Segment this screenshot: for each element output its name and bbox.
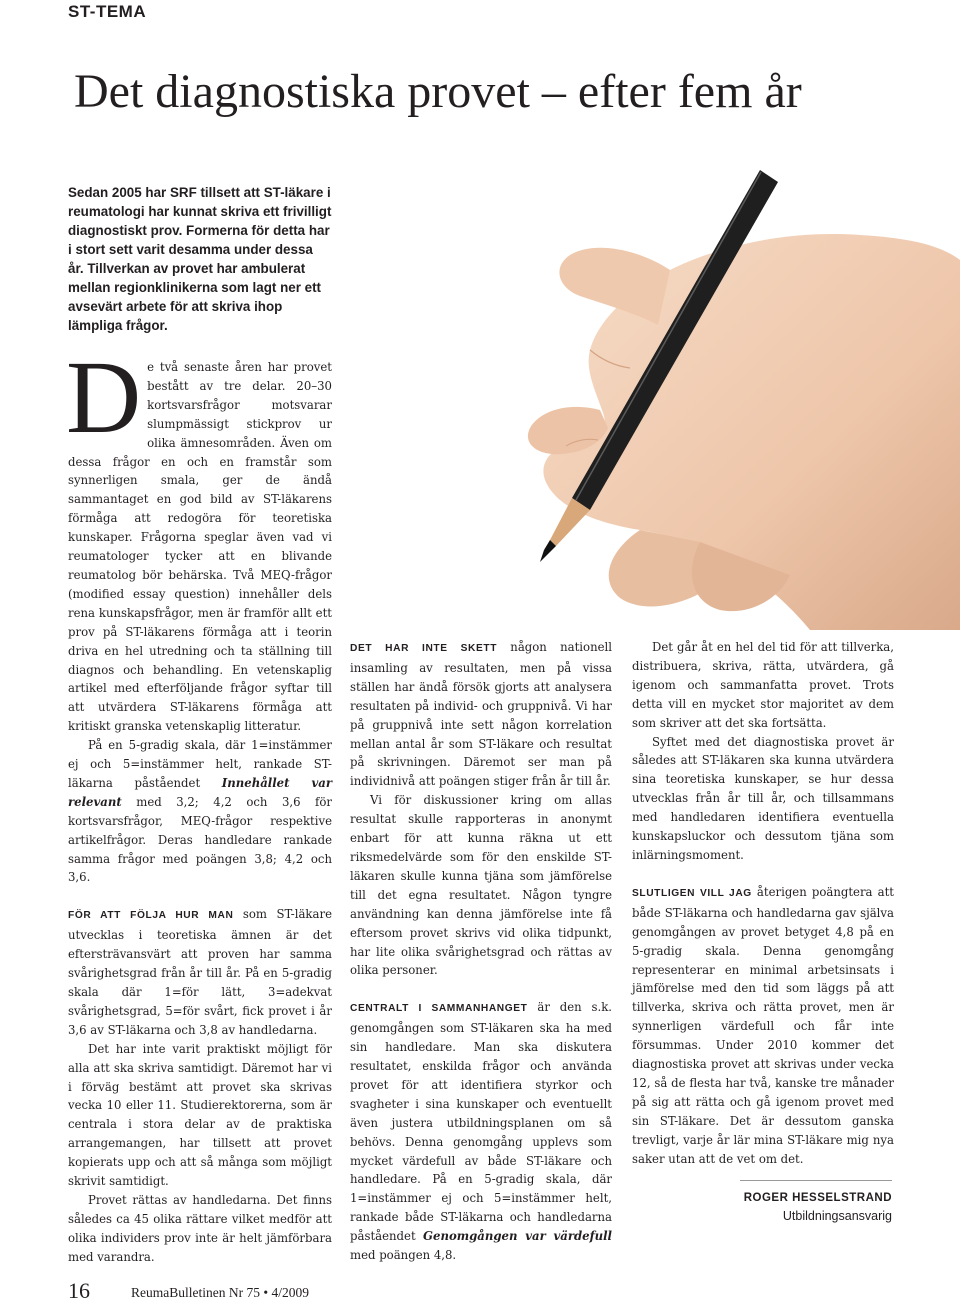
signature-divider bbox=[740, 1180, 892, 1181]
drop-cap: D bbox=[66, 340, 142, 455]
article-lede: Sedan 2005 har SRF tillsett att ST-läkare i reumatologi har kunnat skriva ett frivilligt diagnostiskt prov. Formerna för detta har i stort sett varit desamma under dessa år. Tillverkan av provet har ambulerat mellan regionklinikerna som lagt ner ett avsevärt arbete för att skriva ihop lämpliga frågor. bbox=[68, 185, 332, 333]
page-number: 16 bbox=[68, 1278, 90, 1303]
body-paragraph-6: DET HAR INTE SKETT någon nationell insamling av resultaten, men på vissa ställen har ändå försök gjorts att analysera resultaten på individ- och gruppnivå. Vi har på gruppnivå inte sett någon korrelation mellan antal år som ST-läkare och resultat på skrivningen. Däremot ser man på individnivå att poängen stiger från år till år. bbox=[350, 640, 612, 789]
emphasis-statement: Genomgången var värdefull bbox=[423, 1229, 612, 1244]
body-paragraph-11: SLUTLIGEN VILL JAG återigen poängtera att både ST-läkarna och handledarna gav själva genomgången av provet betyget 4,8 på en 5-gradig skala. Denna genomgång representerar en minimal arbetsinsats i jämförelse med den tid som läggs på att tillverka, skriva och rätta provet, men är synnerligen värdefull och får inte försummas. Under 2010 kommer det diagnostiska provet att skrivas under vecka 12, så de flesta har två, kanske tre månader på sig att rätta och gå igenom provet med sin ST-läkare. Det är dessutom ganska trevligt, varje år lär mina ST-läkare mig nya saker utan att de vet om det. bbox=[632, 884, 894, 1166]
text-column-2 bbox=[350, 638, 612, 1265]
body-paragraph-3: FÖR ATT FÖLJA HUR MAN som ST-läkare utvecklas i teoretiska ämnen är det eftersträvansvärt att proven har samma svårighetsgrad från år till år. På en 5-gradig skala där 1=för lätt, 3=adekvat svårighetsgrad, 5=för svårt, fick provet i år 3,6 av ST-läkarna och 3,8 av handledarna. bbox=[68, 907, 332, 1037]
hand-pencil-photo bbox=[340, 110, 960, 630]
publication-info: ReumaBulletinen Nr 75 • 4/2009 bbox=[131, 1285, 309, 1300]
article-headline: Det diagnostiska provet – efter fem år bbox=[74, 65, 802, 118]
body-paragraph-9: Det går åt en hel del tid för att tillverka, distribuera, skriva, rätta, utvärdera, gå igenom och sammanfatta provet. Trots detta vill en mycket stor majoritet av dem som skriver att det ska fortsätta. bbox=[632, 640, 894, 730]
body-paragraph-7: Vi för diskussioner kring om allas resultat skulle rapporteras in anonymt enbart för att kunna räkna ut ett riksmedelvärde som för den enskilde ST-läkaren skulle kunna tjäna som jämförelse till det egna resultatet. Någon tyngre användning kan denna jämförelse inte få eftersom provet skrivs vid olika tidpunkt, har lite olika svårighetsgrad och rättas av olika personer. bbox=[350, 793, 612, 978]
run-in-heading: SLUTLIGEN VILL JAG bbox=[632, 887, 752, 899]
author-name: ROGER HESSELSTRAND bbox=[743, 1192, 892, 1204]
body-paragraph-1: e två senaste åren har provet bestått av tre delar. 20–30 kortsvarsfrågor motsvarar slumpmässigt stickprov ur olika ämnesområden. Även om dessa frågor en och en framstår som synnerligen smala, ger de ändå sammantaget en god bild av ST-läkarens förmåga att redogöra för teoretiska kunskaper. Frågorna speglar även vad vi reumatologer tycker att en blivande reumatolog bör behärska. Två MEQ-frågor (modified essay question) innehåller dels rena kunskapsfrågor, men är framför allt ett prov på ST-läkarens förmåga att i teorin driva en hel utredning och ta ställning till diagnos och behandling. En vetenskaplig artikel med efterföljande frågor syftar till att utvärdera ST-läkarens förmåga att kritiskt granska vetenskaplig litteratur. bbox=[68, 360, 332, 734]
body-paragraph-8: CENTRALT I SAMMANHANGET är den s.k. genomgången som ST-läkaren ska ha med sin handledare. Man ska diskutera resultatet, enskilda frågor och använda provet för att identifiera styrkor och svagheter i sina kunskaper och eventuellt även justera utbildningsplanen om så behövs. Denna genomgång upplevs som mycket värdefull av både ST-läkare och handledare. På en 5-gradig skala, där 1=instämmer ej och 5=instämmer helt, rankade både ST-läkarna och handledarna påståendet Genomgången var värdefull med poängen 4,8. bbox=[350, 1000, 612, 1263]
body-paragraph-10: Syftet med det diagnostiska provet är således att ST-läkaren ska kunna utvärdera sina teoretiska kunskaper, se hur dessa utvecklas från år till år, och tillsammans med handledaren identifiera eventuella kunskapsluckor och dessutom tjäna som inlärningsmoment. bbox=[632, 734, 894, 862]
section-tag: ST-TEMA bbox=[68, 2, 147, 21]
body-paragraph-5: Provet rättas av handledarna. Det finns således ca 45 olika rättare vilket medför att olika individers prov inte är helt jämförbara med varandra. bbox=[68, 1192, 332, 1264]
text-column-1 bbox=[66, 340, 333, 1267]
text-column-3 bbox=[632, 638, 894, 1168]
run-in-heading: CENTRALT I SAMMANHANGET bbox=[350, 1003, 528, 1015]
body-paragraph-2: På en 5-gradig skala, där 1=instämmer ej och 5=instämmer helt, rankade ST-läkarna påståendet Innehållet var relevant med 3,2; 4,2 och 3,6 för kortsvarsfrågor, MEQ-frågor respektive artikelfrågor. Deras handledare rankade samma frågor med poängen 3,8; 4,2 och 3,6. bbox=[68, 738, 333, 885]
emphasis-statement: Innehållet var relevant bbox=[68, 775, 333, 809]
run-in-heading: FÖR ATT FÖLJA HUR MAN bbox=[68, 910, 234, 922]
hand-holding-pencil-icon bbox=[340, 110, 960, 630]
body-paragraph-4: Det har inte varit praktiskt möjligt för alla att ska skriva samtidigt. Däremot har vi i förväg bestämt att provet ska skrivas vecka 10 eller 11. Studierektorerna, som är centrala i stora delar av de praktiska arrangemangen, har tillsett att provet kopierats upp och att så många som möjligt skrivit samtidigt. bbox=[68, 1041, 332, 1189]
author-role: Utbildningsansvarig bbox=[782, 1209, 892, 1223]
run-in-heading: DET HAR INTE SKETT bbox=[350, 643, 498, 654]
